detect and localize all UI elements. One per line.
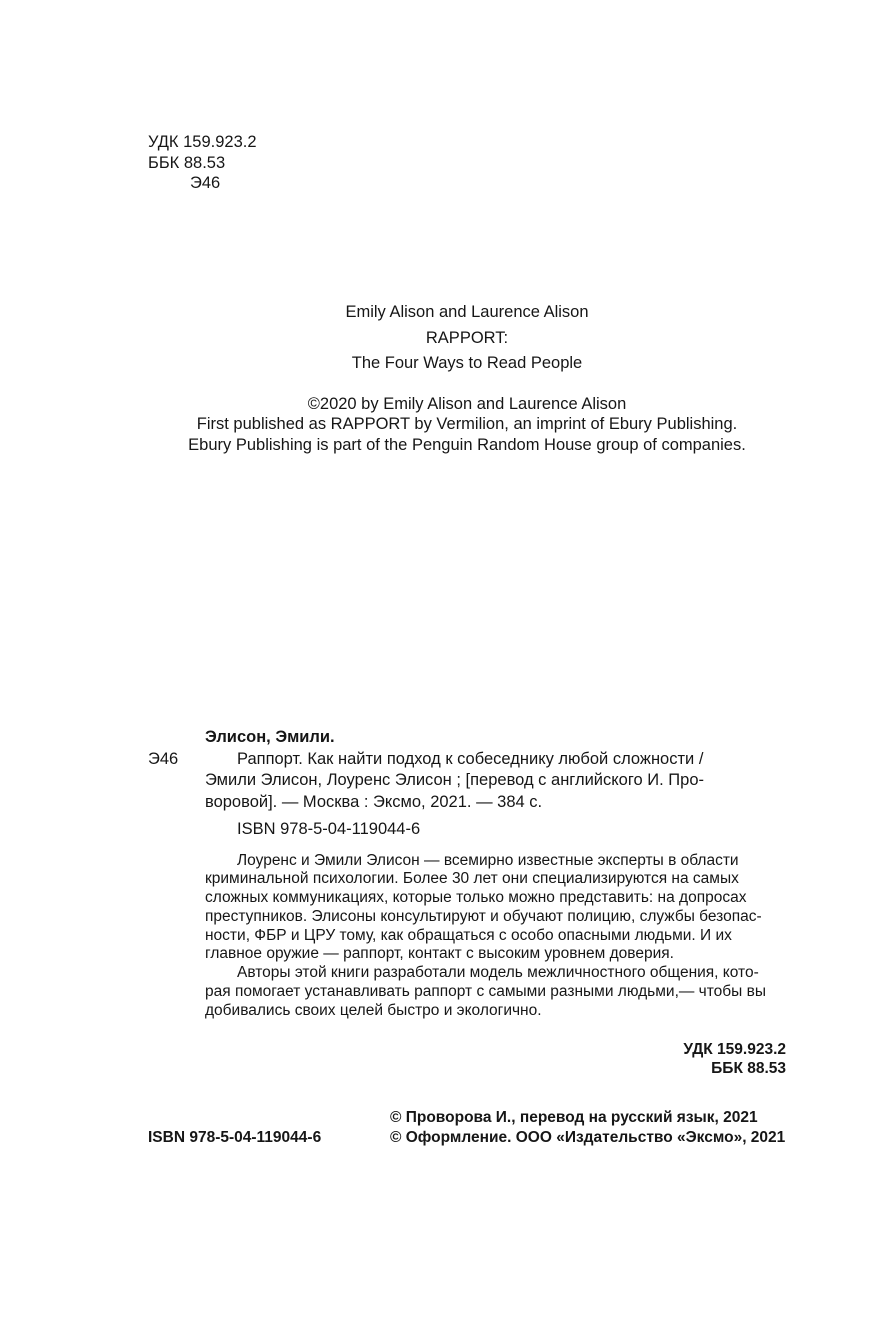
catalog-author-heading: Элисон, Эмили. <box>205 728 335 746</box>
annotation-line: главное оружие — раппорт, контакт с высоким уровнем доверия. <box>205 945 674 963</box>
catalog-line: Эмили Элисон, Лоуренс Элисон ; [перевод с английского И. Про- <box>205 771 705 789</box>
bbk-code-top: ББК 88.53 <box>148 153 226 172</box>
catalog-line: воровой]. — Москва : Эксмо, 2021. — 384 с. <box>205 792 543 811</box>
classification-codes-bottom <box>683 1040 786 1078</box>
author-sign-code-top: Э46 <box>190 174 221 192</box>
annotation-line: Лоуренс и Эмили Элисон — всемирно известные эксперты в области <box>237 851 739 869</box>
footer-second-row <box>148 1128 786 1148</box>
first-published-line: First published as RAPPORT by Vermilion, an imprint of Ebury Publishing. <box>196 415 738 433</box>
design-copyright: © Оформление. ООО «Издательство «Эксмо», 2021 <box>390 1129 786 1146</box>
original-subtitle: The Four Ways to Read People <box>351 354 583 372</box>
annotation-line: добивались своих целей быстро и экологично. <box>205 1001 542 1019</box>
original-authors: Emily Alison and Laurence Alison <box>345 303 589 321</box>
catalog-entry <box>148 727 786 1021</box>
catalog-line: Раппорт. Как найти подход к собеседнику любой сложности / <box>237 749 704 768</box>
annotation-line: криминальной психологии. Более 30 лет они специализируются на самых <box>205 870 739 888</box>
isbn-catalog: ISBN 978-5-04-119044-6 <box>237 820 421 838</box>
annotation-line: Авторы этой книги разработали модель межличностного общения, кото- <box>237 964 759 982</box>
classification-codes-top <box>148 132 257 194</box>
original-copyright-line: ©2020 by Emily Alison and Laurence Alison <box>307 394 627 413</box>
annotation-text <box>205 852 786 1021</box>
original-copyright-block <box>148 394 786 456</box>
original-title-block <box>148 300 786 377</box>
udk-code-bottom: УДК 159.923.2 <box>683 1041 786 1058</box>
publisher-group-line: Ebury Publishing is part of the Penguin Random House group of companies. <box>188 435 746 454</box>
catalog-description <box>205 749 786 814</box>
catalog-body <box>148 749 786 814</box>
original-edition-imprint <box>148 300 786 455</box>
translation-copyright: © Проворова И., перевод на русский язык, 2021 <box>390 1109 758 1126</box>
author-sign-code-margin: Э46 <box>148 749 179 768</box>
isbn-footer: ISBN 978-5-04-119044-6 <box>148 1129 322 1146</box>
annotation-line: рая помогает устанавливать раппорт с самыми разными людьми,— чтобы вы <box>205 983 766 1001</box>
annotation-line: ности, ФБР и ЦРУ тому, как обращаться с особо опасными людьми. И их <box>205 926 732 944</box>
bbk-code-bottom: ББК 88.53 <box>711 1060 786 1077</box>
udk-code-top: УДК 159.923.2 <box>148 133 257 151</box>
annotation-line: сложных коммуникациях, которые только можно представить: на допросах <box>205 889 747 907</box>
footer-copyright-block <box>148 1108 786 1148</box>
annotation-line: преступников. Элисоны консультируют и обучают полицию, службы безопас- <box>205 907 762 925</box>
original-title: RAPPORT: <box>425 328 509 347</box>
